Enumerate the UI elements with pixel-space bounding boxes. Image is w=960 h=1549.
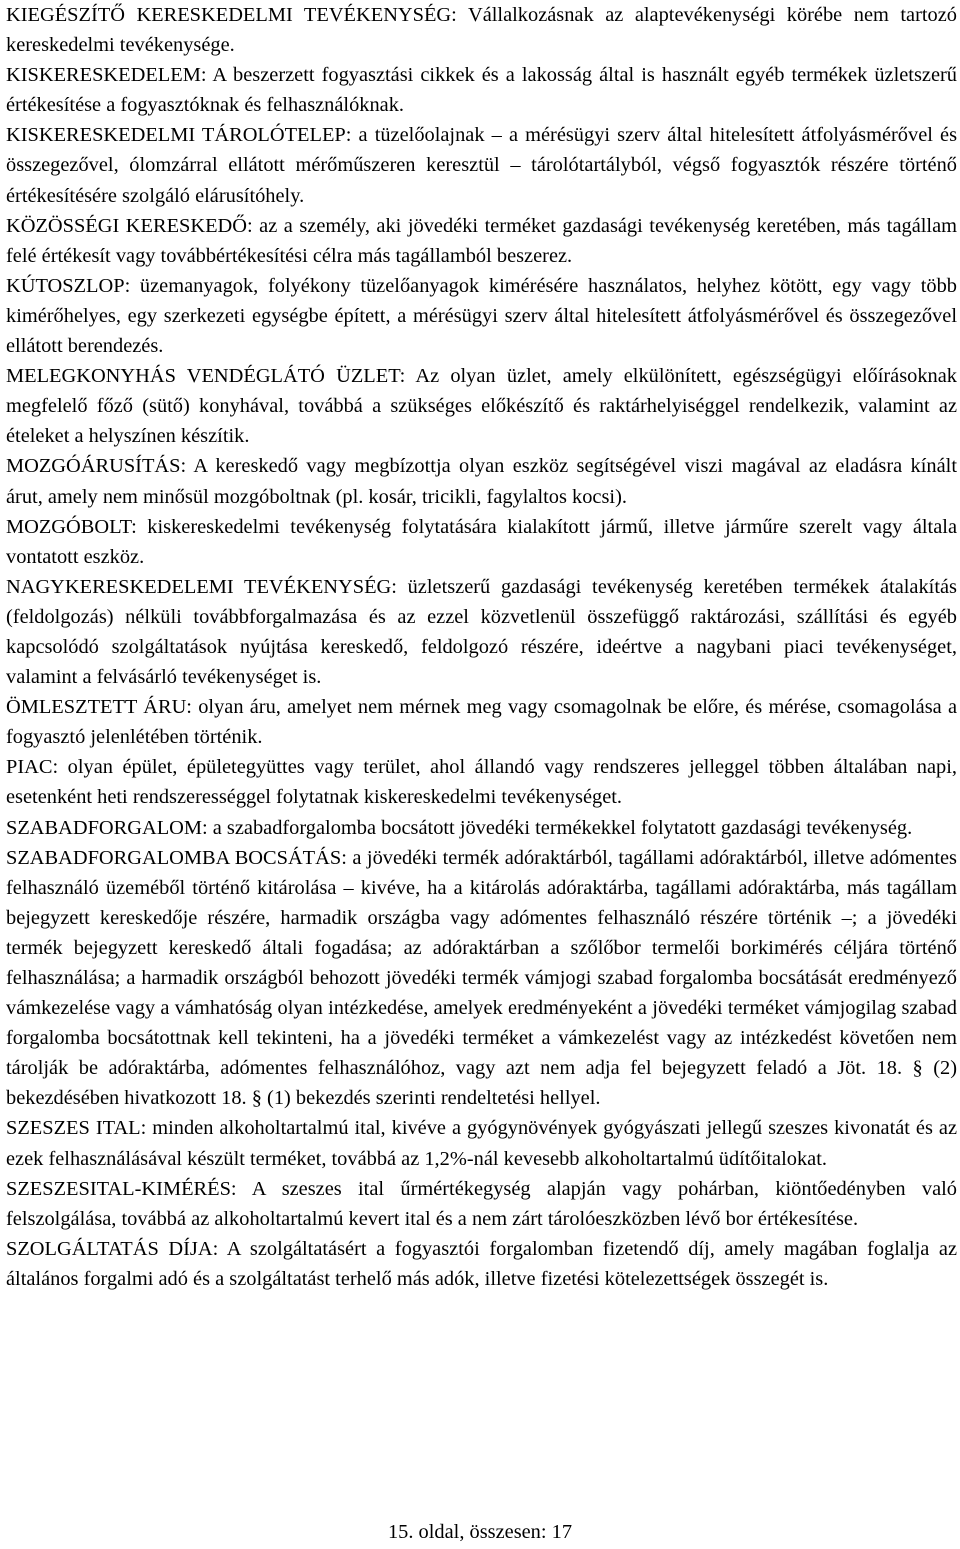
definition-kiskereskedelmi-tarolotelep: KISKERESKEDELMI TÁROLÓTELEP: a tüzelőolajnak – a mérésügyi szerv által hitelesített átfolyásmérővel és összegezővel, ólomzárral ellátott mérőműszeren keresztül – tárolótartályból, végső fogyasztók részére történő értékesítésére szolgáló elárusítóhely. (6, 124, 957, 207)
definition-szabadforgalom: SZABADFORGALOM: a szabadforgalomba bocsátott jövedéki termékekkel folytatott gazdasági tevékenység. (6, 816, 913, 839)
definition-omlesztett-aru: ÖMLESZTETT ÁRU: olyan áru, amelyet nem mérnek meg vagy csomagolnak be előre, és mérése, csomagolása a fogyasztó jelenlétében történik. (6, 696, 957, 749)
definition-szabadforgalomba-bocsatas: SZABADFORGALOMBA BOCSÁTÁS: a jövedéki termék adóraktárból, tagállami adóraktárból, illetve adómentes felhasználó üzeméből történő kitárolása – kivéve, ha a kitárolás adóraktárba, tagállami adóraktárba, más tagállam bejegyzett kereskedője részére, harmadik országba vagy adómentes felhasználó részére történik –; a jövedéki termék bejegyzett kereskedő általi fogadása; az adóraktárban a szőlőbor termelői borkimérés céljára történő felhasználása; a harmadik országból behozott jövedéki termék vámjogi szabad forgalomba bocsátását eredményező vámkezelése vagy a vámhatóság olyan intézkedése, amelyek eredményeként a jövedéki terméket vámjogilag szabad forgalomba bocsátottnak kell tekinteni, ha a jövedéki terméket a vámkezelést vagy az intézkedést követően nem tárolják be adóraktárba, adómentes felhasználóhoz, vagy azt nem adja fel bejegyzett feladó a Jöt. 18. § (2) bekezdésében hivatkozott 18. § (1) bekezdés szerinti rendeltetési hellyel. (6, 846, 957, 1110)
page-number-footer: 15. oldal, összesen: 17 (387, 1521, 573, 1543)
definition-kutoszlop: KÚTOSZLOP: üzemanyagok, folyékony tüzelőanyagok kimérésére használatos, helyhez kötött, egy vagy több kimérőhelyes, egy szerkezeti egységbe épített, a mérésügyi szerv által hitelesített átfolyásmérővel és összegezővel ellátott berendezés. (6, 274, 957, 358)
document-body (6, 0, 957, 1294)
definition-mozgobolt: MOZGÓBOLT: kiskereskedelmi tevékenység folytatására kialakított jármű, illetve járműre szerelt vagy általa vontatott eszköz. (6, 515, 957, 568)
definition-nagykereskedelmi-tevekenyseg: NAGYKERESKEDELEMI TEVÉKENYSÉG: üzletszerű gazdasági tevékenység keretében termékek átalakítás (feldolgozás) nélküli továbbforgalmazása és az ezzel közvetlenül összefüggő raktározási, szállítási és egyéb kapcsolódó szolgáltatások nyújtása kereskedő, feldolgozó részére, ideértve a nagybani piaci tevékenységet, valamint a felvásárló tevékenységet is. (6, 575, 957, 689)
definition-kozossegi-keresked: KÖZÖSSÉGI KERESKEDŐ: az a személy, aki jövedéki terméket gazdasági tevékenység keretében, más tagállam felé értékesít vagy továbbértékesítési célra más tagállamból beszerez. (6, 214, 957, 267)
definition-kiegeszito-kereskedelmi-tevekenyseg: KIEGÉSZÍTŐ KERESKEDELMI TEVÉKENYSÉG: Vállalkozásnak az alaptevékenységi körébe nem tartozó kereskedelmi tevékenysége. (6, 4, 957, 57)
definition-szeszes-ital: SZESZES ITAL: minden alkoholtartalmú ital, kivéve a gyógynövények gyógyászati jellegű szeszes kivonatát és az ezek felhasználásával készült terméket, továbbá az 1,2%-nál kevesebb alkoholtartalmú üdítőitalokat. (6, 1117, 957, 1170)
definition-szeszesital-kimeres: SZESZESITAL-KIMÉRÉS: A szeszes ital űrmértékegység alapján vagy pohárban, kiöntőedényben való felszolgálása, továbbá az alkoholtartalmú kevert ital és a nem zárt tárolóeszközben lévő bor értékesítése. (6, 1177, 957, 1230)
definition-piac: PIAC: olyan épület, épületegyüttes vagy terület, ahol állandó vagy rendszeres jelleggel többen általában napi, esetenként heti rendszerességgel folytatnak kiskereskedelmi tevékenységet. (6, 756, 957, 809)
definition-melegkonyhas-vendeglato-uzlet: MELEGKONYHÁS VENDÉGLÁTÓ ÜZLET: Az olyan üzlet, amely elkülönített, egészségügyi előírásoknak megfelelő főző (sütő) konyhával, továbbá a szükséges előkészítő és raktárhelyiséggel rendelkezik, valamint az ételeket a helyszínen készítik. (6, 365, 957, 448)
definition-kiskereskedelem: KISKERESKEDELEM: A beszerzett fogyasztási cikkek és a lakosság által is használt egyéb termékek üzletszerű értékesítése a fogyasztóknak és felhasználóknak. (6, 64, 957, 117)
definition-mozgoarusitas: MOZGÓÁRUSÍTÁS: A kereskedő vagy megbízottja olyan eszköz segítségével viszi magával az eladásra kínált árut, amely nem minősül mozgóboltnak (pl. kosár, tricikli, fagylaltos kocsi). (6, 455, 957, 508)
definition-szolgaltatas-dija: SZOLGÁLTATÁS DÍJA: A szolgáltatásért a fogyasztói forgalomban fizetendő díj, amely magában foglalja az általános forgalmi adó és a szolgáltatást terhelő más adók, illetve fizetési kötelezettségek összegét is. (6, 1237, 957, 1290)
